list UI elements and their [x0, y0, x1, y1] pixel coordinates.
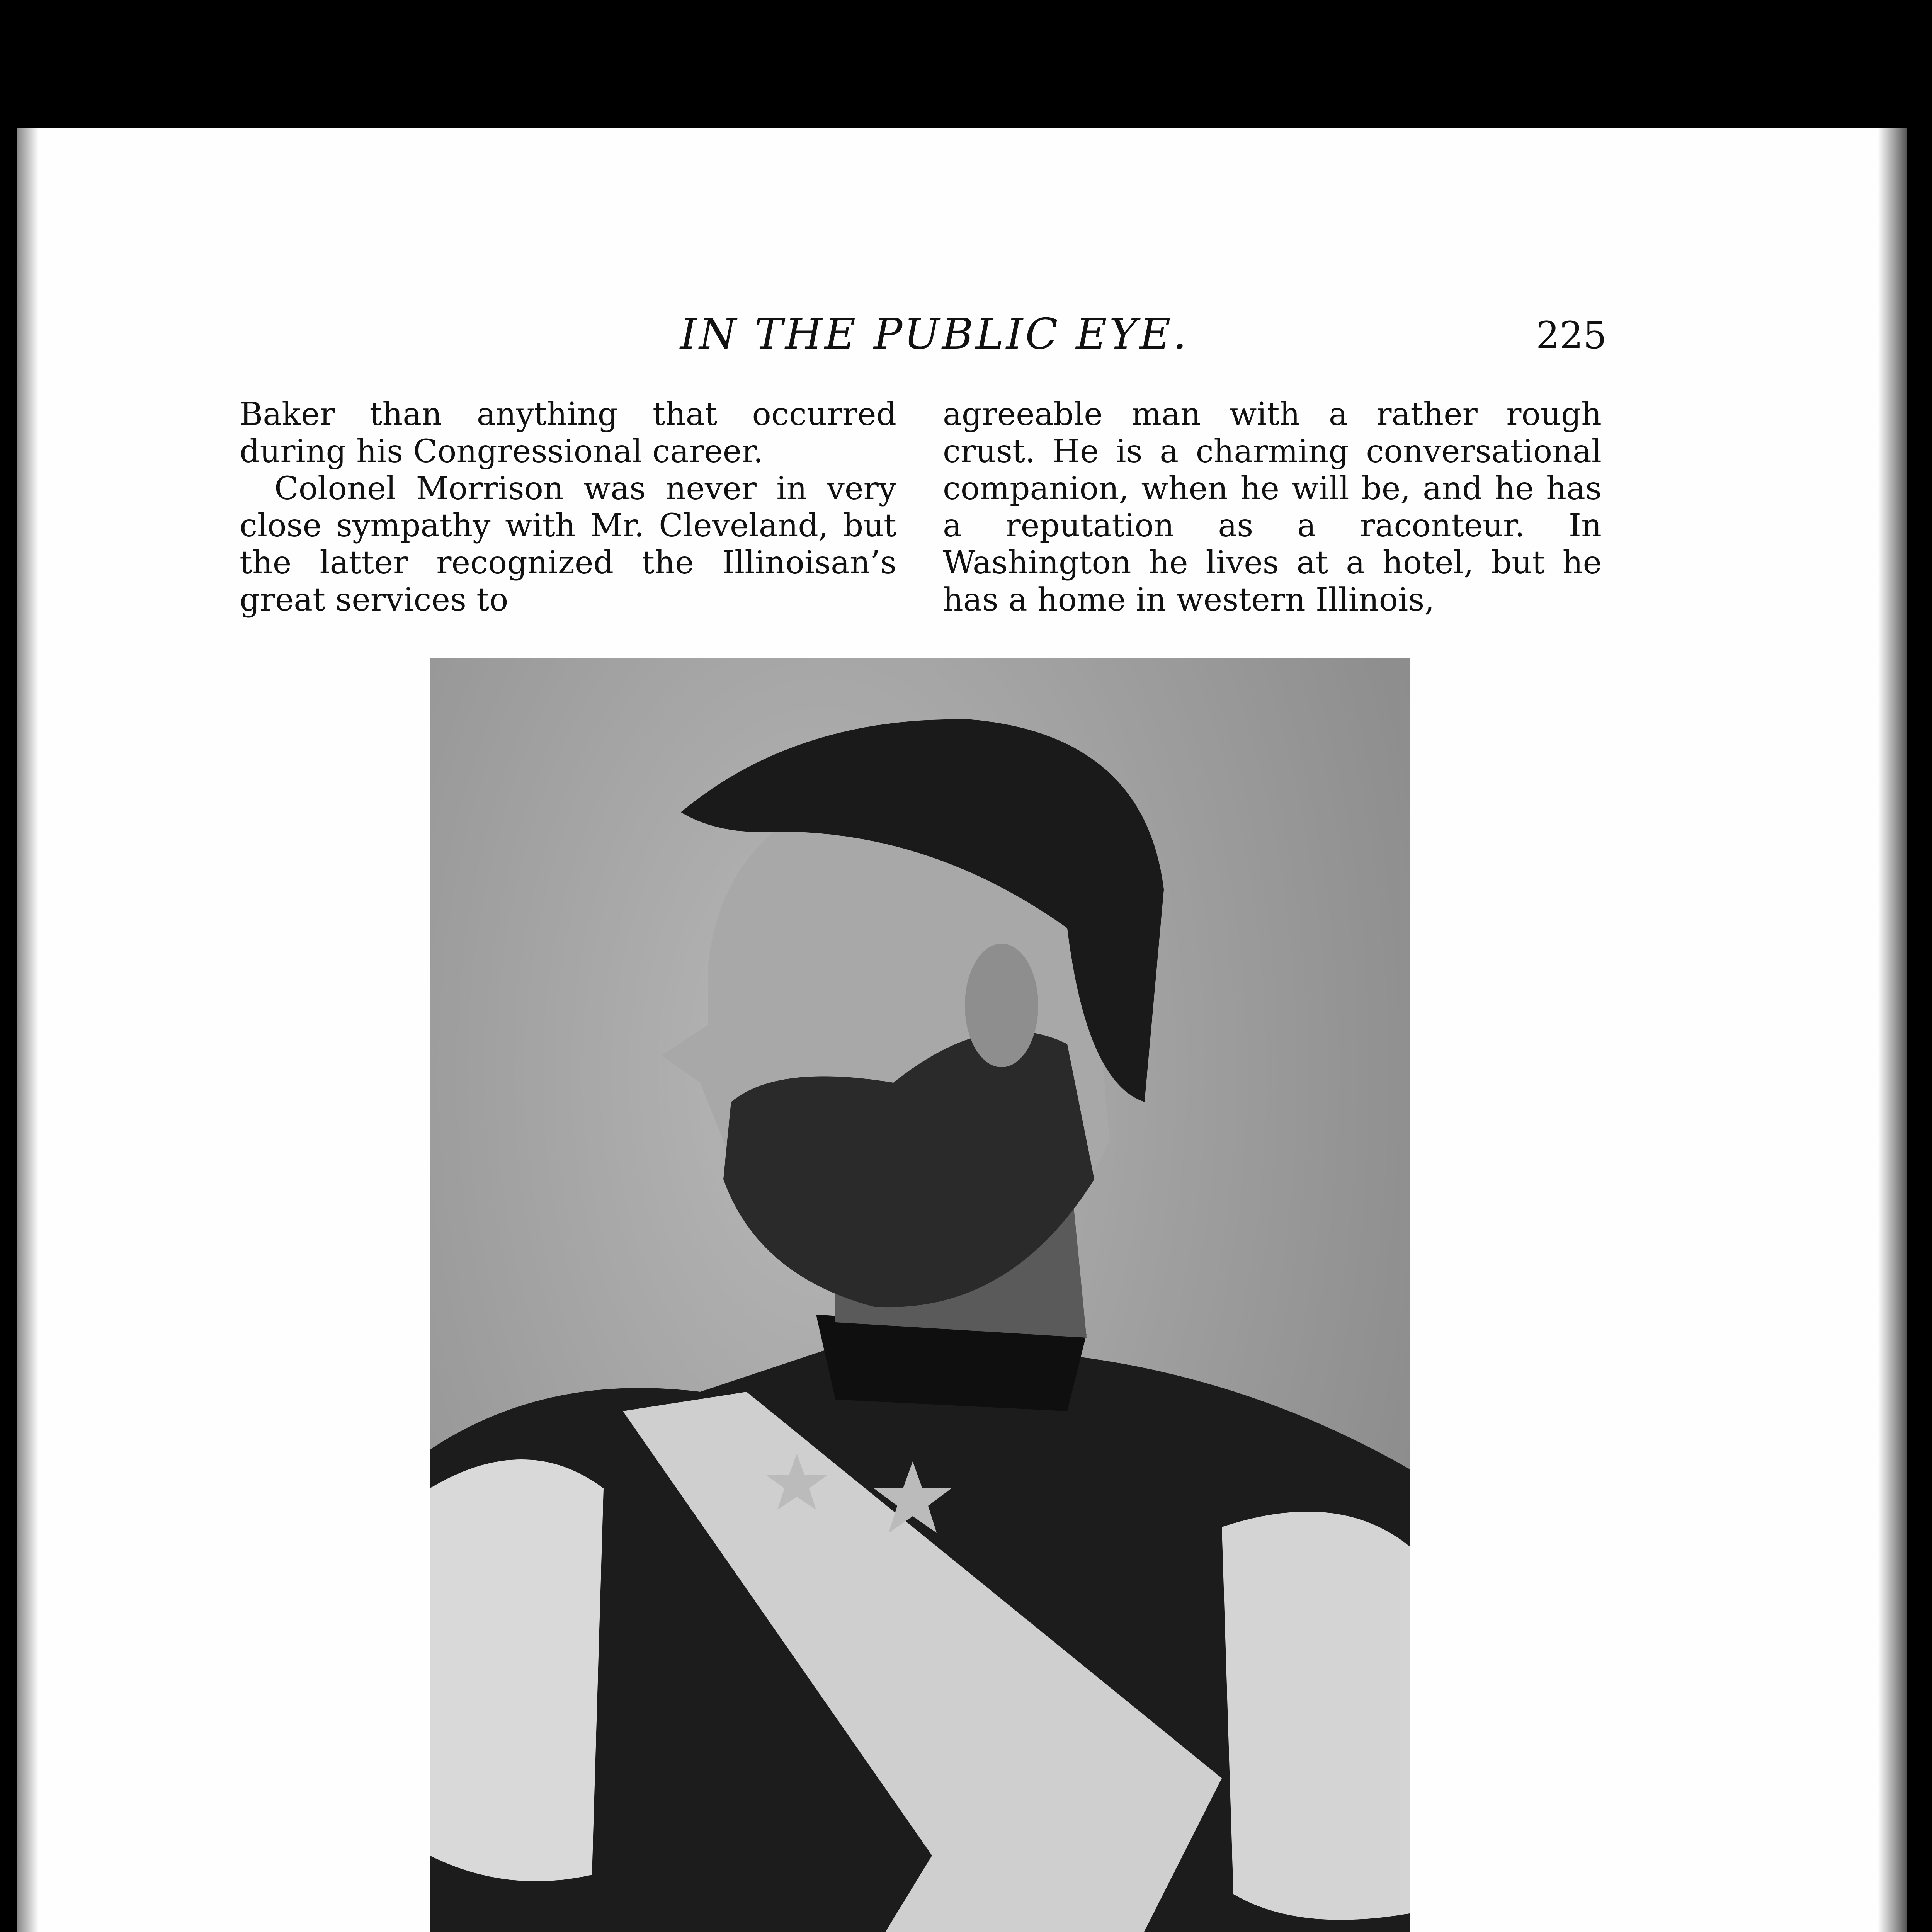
top-left-column	[240, 396, 896, 619]
portrait-photo	[430, 658, 1410, 1932]
page-edge	[1878, 128, 1907, 1932]
binding-shadow	[17, 128, 39, 1932]
running-head: IN THE PUBLIC EYE.	[680, 309, 1189, 359]
paragraph: Colonel Morrison was never in very close sympathy with Mr. Cleveland, but the latter recognized the Illinoisan’s great services to	[240, 470, 896, 618]
paragraph: agreeable man with a rather rough crust. He is a charming conversational companion, when he will be, and he has a reputation as a raconteur. In Washington he lives at a hotel, but he has a home in western Illinois,	[943, 396, 1602, 618]
page-number: 225	[1536, 314, 1607, 357]
top-right-column	[943, 396, 1602, 619]
portrait-illustration	[430, 658, 1410, 1932]
paragraph: Baker than anything that occurred during his Congressional career.	[240, 396, 896, 470]
